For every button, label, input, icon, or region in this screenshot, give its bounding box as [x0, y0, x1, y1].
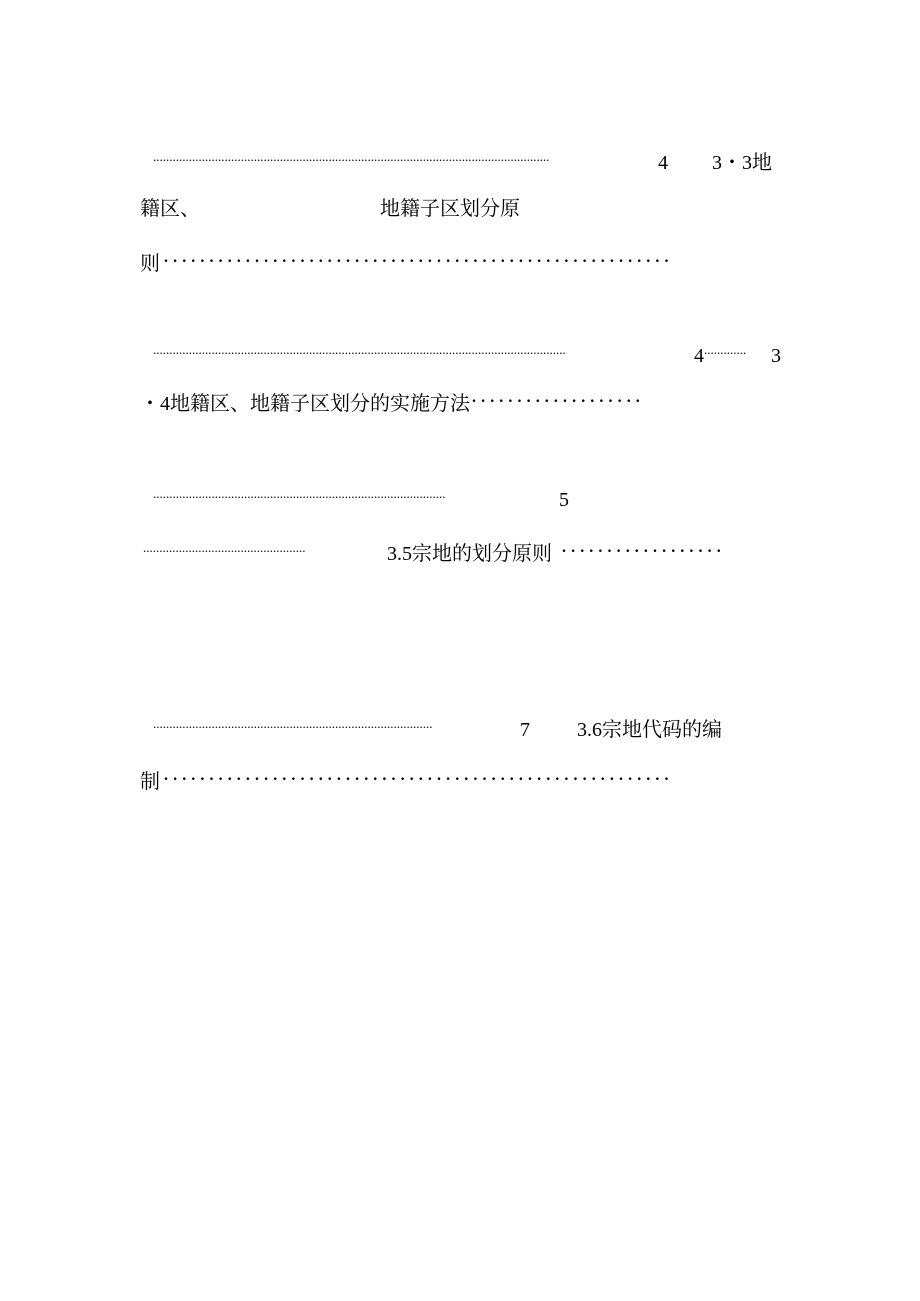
- toc-page-number: 4: [658, 152, 668, 174]
- toc-section-number: 3: [771, 345, 781, 367]
- toc-line-3: [140, 246, 769, 275]
- toc-leader: .............: [704, 342, 747, 357]
- toc-line-7: [143, 536, 750, 566]
- toc-section-number: 3・3: [712, 152, 752, 174]
- toc-line-1: [153, 145, 772, 175]
- toc-page-number: 5: [559, 489, 569, 511]
- toc-line-9: [140, 764, 769, 793]
- toc-section-number: ・4: [140, 393, 170, 415]
- toc-leader: ........................................................: [164, 249, 674, 266]
- toc-section-number: 3.6: [577, 719, 602, 741]
- toc-leader: ........................................................: [164, 767, 674, 784]
- toc-section-title: 制: [140, 769, 160, 793]
- toc-section-title: 地: [752, 150, 772, 174]
- toc-line-8: [153, 712, 722, 742]
- toc-leader: ..................................................: [143, 540, 306, 555]
- toc-leader: ..........................................................................................................................: [153, 149, 550, 164]
- toc-leader: ..........................................................................................: [153, 486, 446, 501]
- toc-page-number: 7: [520, 719, 530, 741]
- toc-leader: ...................: [472, 389, 645, 406]
- toc-line-6: [153, 482, 569, 512]
- toc-leader: ......................................................................................: [153, 716, 433, 731]
- toc-section-number: 3.5: [387, 543, 412, 565]
- toc-line-5: [140, 386, 675, 416]
- toc-page-number: 4: [694, 345, 704, 367]
- toc-section-title: 籍区、: [140, 196, 200, 220]
- toc-line-2b: [380, 196, 520, 220]
- toc-leader: ...............................................................................................................................: [153, 342, 566, 357]
- toc-line-4: [153, 338, 781, 368]
- toc-section-title: 地籍子区划分原: [380, 196, 520, 220]
- toc-line-2: [140, 196, 200, 220]
- toc-section-title: 宗地的划分原则: [412, 541, 552, 565]
- toc-section-title: 地籍区、地籍子区划分的实施方法: [170, 391, 470, 415]
- toc-leader: ..................: [562, 539, 726, 556]
- toc-section-title: 则: [140, 251, 160, 275]
- toc-section-title: 宗地代码的编: [602, 717, 722, 741]
